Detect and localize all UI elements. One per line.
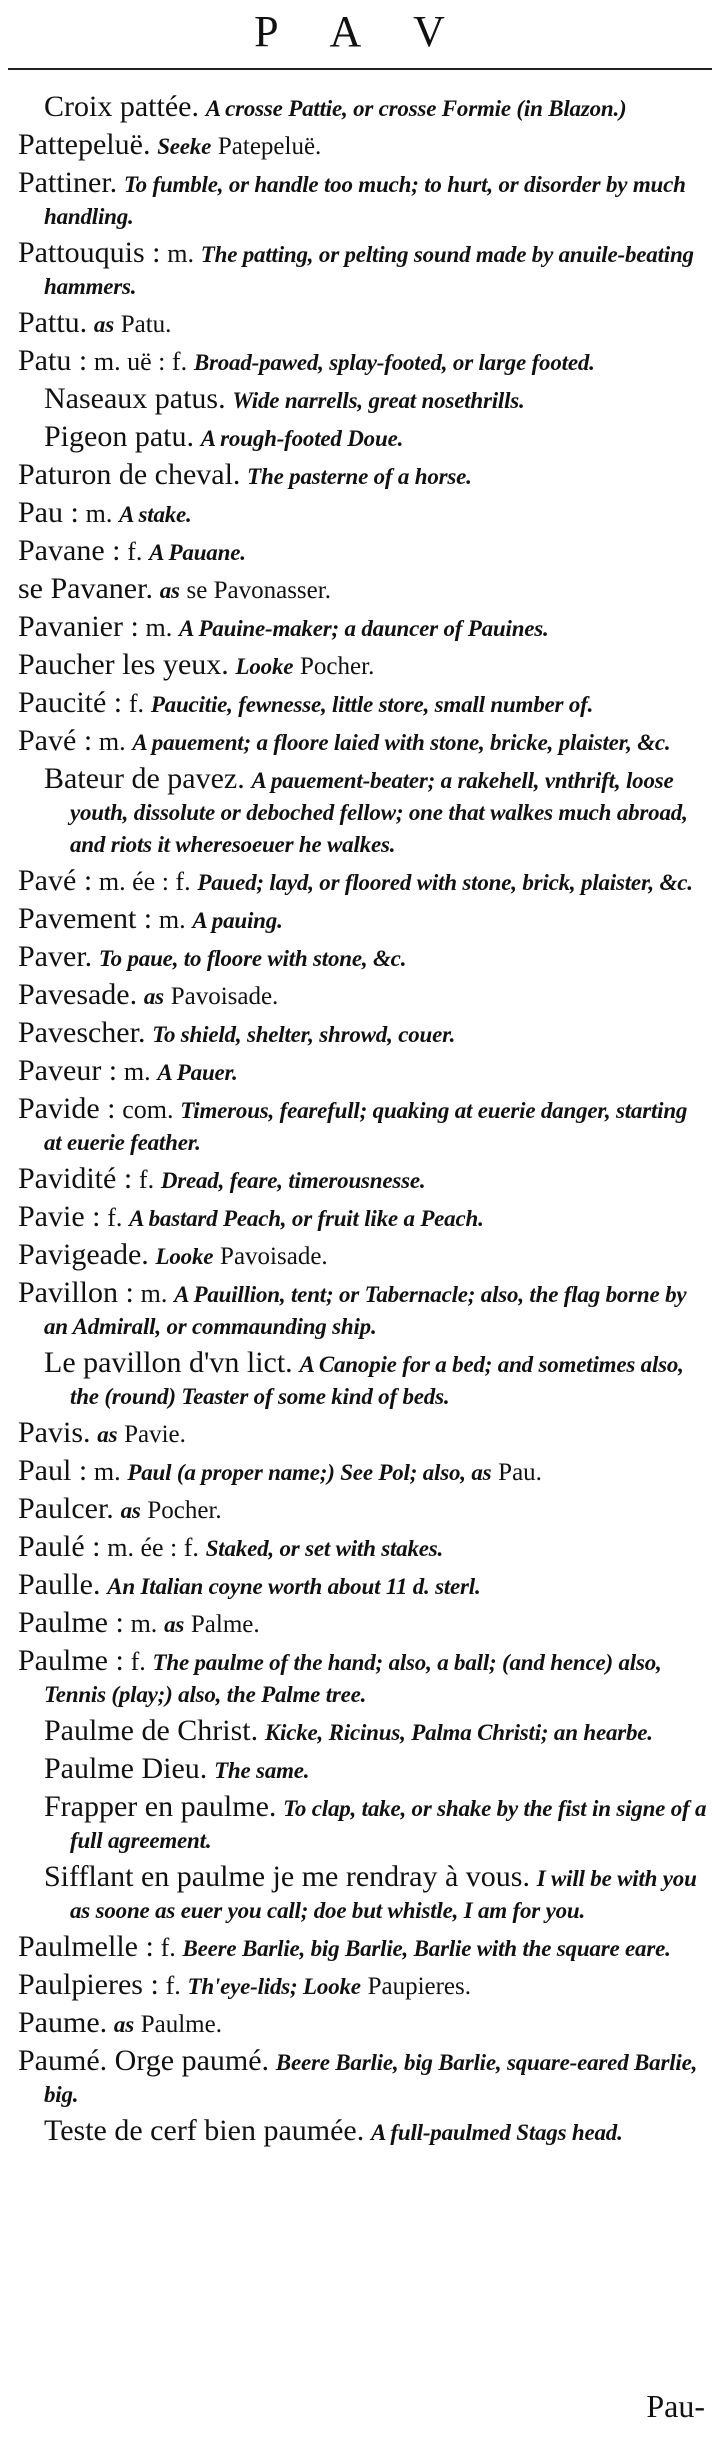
dictionary-entry	[18, 942, 708, 974]
headword: Pavescher.	[18, 1016, 146, 1049]
cross-reference: Paulme.	[140, 2011, 222, 2038]
definition: A bastard Peach, or fruit like a Peach.	[129, 1206, 484, 1231]
grammar-label: m.	[140, 1279, 168, 1308]
headword: Paumé. Orge paumé.	[18, 2044, 270, 2077]
cross-reference: Palme.	[190, 1611, 260, 1638]
definition: Beere Barlie, big Barlie, Barlie with the square eare.	[182, 1936, 671, 1961]
definition: A full-paulmed Stags head.	[370, 2120, 623, 2145]
definition: Looke	[235, 654, 294, 679]
headword: Pattiner.	[18, 166, 118, 199]
dictionary-entry	[18, 498, 708, 530]
grammar-label: com.	[122, 1095, 174, 1124]
dictionary-entry	[18, 980, 708, 1012]
grammar-label: f.	[160, 1933, 176, 1962]
cross-reference: Pau.	[498, 1459, 542, 1486]
headword: Pavanier :	[18, 610, 139, 643]
cross-reference: Paupieres.	[367, 1973, 472, 2000]
dictionary-entry	[18, 1716, 708, 1748]
definition: A stake.	[119, 502, 192, 527]
definition: The same.	[214, 1758, 310, 1783]
dictionary-entry	[18, 308, 708, 340]
catchword: Pau-	[646, 2388, 705, 2424]
dictionary-entry	[18, 2008, 708, 2040]
dictionary-entry	[18, 1018, 708, 1050]
dictionary-entry	[18, 92, 708, 124]
grammar-label: f.	[128, 689, 145, 718]
headword: Frapper en paulme.	[44, 1790, 277, 1823]
definition: as	[143, 984, 164, 1009]
grammar-label: m.	[158, 905, 186, 934]
definition: To shield, shelter, shrowd, couer.	[152, 1022, 456, 1047]
definition: A Pauillion, tent; or Tabernacle; also, the flag borne by an Admirall, or commaunding ship.	[44, 1282, 687, 1339]
definition: The pasterne of a horse.	[247, 464, 472, 489]
headword: Paulme Dieu.	[44, 1752, 208, 1785]
dictionary-entry	[18, 1056, 708, 1088]
dictionary-entry	[18, 1932, 708, 1964]
headword: Pavé :	[18, 864, 93, 897]
definition: Timerous, fearefull; quaking at euerie danger, starting at euerie feather.	[44, 1098, 688, 1155]
grammar-label: m. uë : f.	[93, 347, 188, 376]
dictionary-entry	[18, 1278, 708, 1342]
headword: Croix pattée.	[44, 90, 199, 123]
definition: as	[159, 578, 180, 603]
dictionary-entry	[18, 1792, 708, 1856]
dictionary-entry	[18, 1862, 708, 1926]
cross-reference: Pocher.	[147, 1497, 222, 1524]
dictionary-entry	[18, 1970, 708, 2002]
headword: Pavis.	[18, 1416, 91, 1449]
definition: A Pauane.	[149, 540, 246, 565]
dictionary-entry	[18, 1456, 708, 1488]
headword: Bateur de pavez.	[44, 762, 245, 795]
dictionary-entry	[18, 574, 708, 606]
definition: The patting, or pelting sound made by anuile-beating hammers.	[44, 242, 694, 299]
definition: Paued; layd, or floored with stone, brick, plaister, &c.	[197, 870, 693, 895]
cross-reference: Patepeluë.	[217, 133, 322, 160]
cross-reference: Pavie.	[124, 1421, 186, 1448]
definition: as	[97, 1422, 118, 1447]
headword: Pigeon patu.	[44, 420, 194, 453]
dictionary-entry	[18, 1494, 708, 1526]
headword: Pavie :	[18, 1200, 101, 1233]
definition: Seeke	[157, 134, 212, 159]
headword: Paulle.	[18, 1568, 101, 1601]
definition: Kicke, Ricinus, Palma Christi; an hearbe.	[264, 1720, 653, 1745]
dictionary-entry	[18, 726, 708, 758]
headword: Paulpieres :	[18, 1968, 159, 2001]
cross-reference: Pavoisade.	[170, 983, 279, 1010]
headword: Paume.	[18, 2006, 108, 2039]
definition: A Pauine-maker; a dauncer of Pauines.	[179, 616, 549, 641]
headword: Naseaux patus.	[44, 382, 226, 415]
grammar-label: m.	[85, 499, 113, 528]
definition: Wide narrells, great nosethrills.	[232, 388, 525, 413]
dictionary-entry	[18, 1094, 708, 1158]
headword: Pavement :	[18, 902, 153, 935]
headword: Paulme :	[18, 1606, 124, 1639]
headword: Pattepeluë.	[18, 128, 151, 161]
dictionary-entry	[18, 764, 708, 860]
dictionary-entry	[18, 866, 708, 898]
dictionary-entry	[18, 904, 708, 936]
headword: Paulme :	[18, 1644, 124, 1677]
headword: Sifflant en paulme je me rendray à vous.	[44, 1860, 530, 1893]
cross-reference: Patu.	[120, 311, 172, 338]
dictionary-entry	[18, 1532, 708, 1564]
dictionary-entry	[18, 1608, 708, 1640]
dictionary-entry	[18, 130, 708, 162]
definition: To clap, take, or shake by the fist in signe of a full agreement.	[70, 1796, 707, 1853]
definition: A pauement; a floore laied with stone, bricke, plaister, &c.	[132, 730, 671, 755]
headword: Paulmelle :	[18, 1930, 154, 1963]
definition: Paul (a proper name;) See Pol; also, as	[127, 1460, 492, 1485]
grammar-label: m.	[98, 727, 126, 756]
headword: Le pavillon d'vn lict.	[44, 1346, 293, 1379]
headword: Paulé :	[18, 1530, 101, 1563]
headword: se Pavaner.	[18, 572, 153, 605]
dictionary-entry	[18, 2116, 708, 2148]
headword: Paulme de Christ.	[44, 1714, 259, 1747]
headword: Pavigeade.	[18, 1238, 149, 1271]
grammar-label: m.	[123, 1057, 151, 1086]
headword: Pattu.	[18, 306, 88, 339]
dictionary-entry	[18, 1754, 708, 1786]
dictionary-entry	[18, 650, 708, 682]
definition: A Pauer.	[157, 1060, 238, 1085]
headword: Pavidité :	[18, 1162, 133, 1195]
dictionary-entry	[18, 384, 708, 416]
grammar-label: f.	[165, 1971, 181, 2000]
definition: Paucitie, fewnesse, little store, small number of.	[150, 692, 594, 717]
cross-reference: Pocher.	[300, 653, 375, 680]
definition: To paue, to floore with stone, &c.	[98, 946, 407, 971]
dictionary-entry	[18, 1348, 708, 1412]
page-header: P A V	[254, 7, 467, 56]
dictionary-entry	[18, 536, 708, 568]
definition: as	[120, 1498, 141, 1523]
dictionary-entry	[18, 422, 708, 454]
dictionary-entry	[18, 1202, 708, 1234]
definition: To fumble, or handle too much; to hurt, or disorder by much handling.	[44, 172, 686, 229]
definition: Th'eye-lids; Looke	[187, 1974, 361, 1999]
grammar-label: m. ée : f.	[98, 867, 191, 896]
dictionary-entry	[18, 1418, 708, 1450]
grammar-label: f.	[127, 537, 143, 566]
grammar-label: m.	[130, 1609, 158, 1638]
headword: Paturon de cheval.	[18, 458, 241, 491]
cross-reference: Pavoisade.	[220, 1243, 328, 1270]
headword: Paulcer.	[18, 1492, 114, 1525]
definition: A pauing.	[192, 908, 283, 933]
headword: Paver.	[18, 940, 93, 973]
headword: Paveur :	[18, 1054, 118, 1087]
definition: as	[113, 2012, 134, 2037]
definition: A Canopie for a bed; and sometimes also, the (round) Teaster of some kind of beds.	[70, 1352, 684, 1409]
definition: Staked, or set with stakes.	[205, 1536, 444, 1561]
headword: Pattouquis :	[18, 236, 161, 269]
cross-reference: se Pavonasser.	[186, 577, 331, 604]
definition: Dread, feare, timerousnesse.	[160, 1168, 426, 1193]
definition: Broad-pawed, splay-footed, or large footed.	[193, 350, 595, 375]
definition: A crosse Pattie, or crosse Formie (in Blazon.)	[205, 96, 627, 121]
headword: Pavide :	[18, 1092, 116, 1125]
definition: A pauement-beater; a rakehell, vnthrift, loose youth, dissolute or deboched fellow; one that walkes much abroad, and riots it wheresoeuer he walkes.	[70, 768, 688, 857]
dictionary-entry	[18, 238, 708, 302]
dictionary-entry	[18, 1646, 708, 1710]
definition: I will be with you as soone as euer you call; doe but whistle, I am for you.	[70, 1866, 697, 1923]
grammar-label: f.	[130, 1647, 146, 1676]
definition: A rough-footed Doue.	[200, 426, 404, 451]
grammar-label: m.	[145, 613, 173, 642]
headword: Patu :	[18, 344, 88, 377]
headword: Paucher les yeux.	[18, 648, 229, 681]
dictionary-entry	[18, 346, 708, 378]
headword: Pavillon :	[18, 1276, 134, 1309]
definition: as	[164, 1612, 185, 1637]
definition: as	[93, 312, 114, 337]
headword: Pau :	[18, 496, 79, 529]
grammar-label: m.	[167, 239, 194, 268]
headword: Pavé :	[18, 724, 93, 757]
header-rule	[8, 68, 712, 70]
headword: Paucité :	[18, 686, 123, 719]
dictionary-entry	[18, 1240, 708, 1272]
dictionary-entry	[18, 612, 708, 644]
definition: An Italian coyne worth about 11 d. sterl.	[107, 1574, 481, 1599]
dictionary-entry	[18, 460, 708, 492]
grammar-label: m. ée : f.	[107, 1533, 199, 1562]
grammar-label: m.	[93, 1457, 121, 1486]
definition: Beere Barlie, big Barlie, square-eared Barlie, big.	[44, 2050, 698, 2107]
entry-list	[18, 92, 708, 2154]
dictionary-entry	[18, 168, 708, 232]
definition: Looke	[155, 1244, 214, 1269]
dictionary-entry	[18, 1570, 708, 1602]
definition: The paulme of the hand; also, a ball; (and hence) also, Tennis (play;) also, the Palme tree.	[44, 1650, 662, 1707]
headword: Pavesade.	[18, 978, 138, 1011]
grammar-label: f.	[107, 1203, 123, 1232]
dictionary-entry	[18, 2046, 708, 2110]
headword: Teste de cerf bien paumée.	[44, 2114, 365, 2147]
headword: Paul :	[18, 1454, 88, 1487]
headword: Pavane :	[18, 534, 121, 567]
dictionary-entry	[18, 688, 708, 720]
dictionary-entry	[18, 1164, 708, 1196]
grammar-label: f.	[138, 1165, 155, 1194]
